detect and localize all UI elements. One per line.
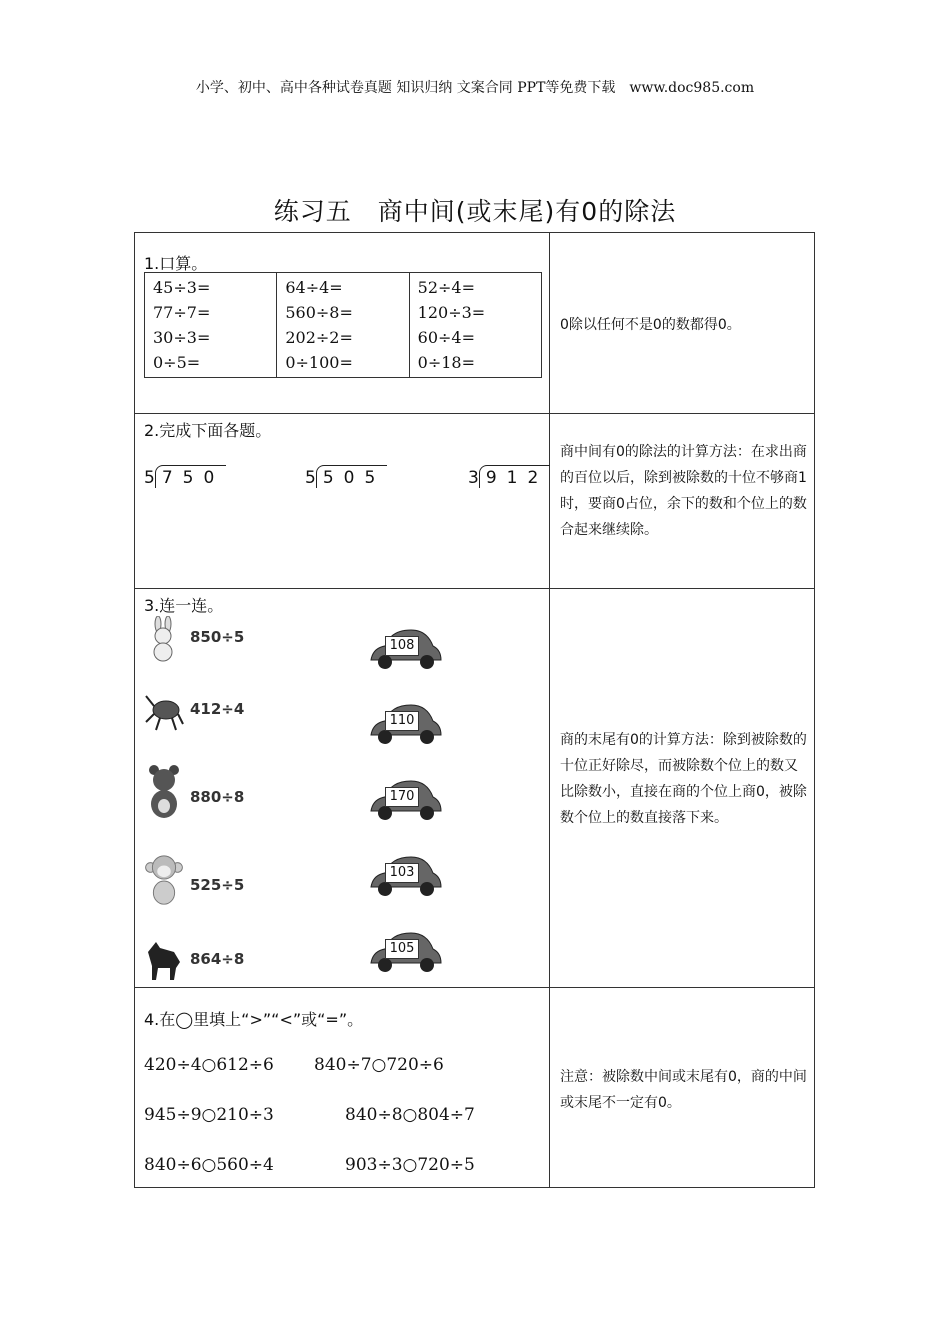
row-divider-2 (134, 588, 815, 589)
dividend: 505 (316, 465, 387, 488)
car-number: 105 (385, 939, 419, 959)
divisor: 5 (305, 468, 316, 488)
compare-item: 840÷6○560÷4 (144, 1155, 274, 1175)
oral-col-2 (277, 273, 409, 378)
car-2 (367, 701, 443, 747)
oral-item: 0÷100= (285, 353, 353, 372)
long-division-2 (305, 465, 387, 488)
page-title: 练习五 商中间(或末尾)有0的除法 (273, 197, 677, 226)
row-divider-1 (134, 413, 815, 414)
q3-tip: 商的末尾有0的计算方法：除到被除数的十位正好除尽，而被除数个位上的数又比除数小，直接在商的个位上商0，被除数个位上的数直接落下来。 (560, 732, 807, 826)
oral-item: 30÷3= (153, 328, 211, 347)
compare-item: 840÷8○804÷7 (345, 1105, 475, 1125)
q1-title: 1.口算。 (144, 254, 208, 273)
car-4 (367, 853, 443, 899)
oral-col-1 (145, 273, 277, 378)
monkey-icon (144, 852, 184, 910)
horse-icon (144, 938, 184, 984)
oral-col-3 (409, 273, 541, 378)
long-division-3 (468, 465, 550, 488)
q4-tip: 注意：被除数中间或末尾有0，商的中间或末尾不一定有0。 (560, 1069, 807, 1111)
expr-label: 412÷4 (190, 700, 245, 718)
oral-item: 0÷5= (153, 353, 201, 372)
q3-title: 3.连一连。 (144, 596, 224, 615)
oral-item: 64÷4= (285, 278, 343, 297)
oral-item: 60÷4= (417, 328, 476, 347)
compare-item: 420÷4○612÷6 (144, 1055, 274, 1075)
dividend: 750 (155, 465, 226, 488)
oral-item: 560÷8= (285, 303, 353, 322)
car-3 (367, 777, 443, 823)
divisor: 3 (468, 468, 479, 488)
car-number: 108 (385, 636, 419, 656)
divisor: 5 (144, 468, 155, 488)
oral-item: 45÷3= (153, 278, 211, 297)
bear-icon (144, 764, 184, 824)
car-number: 103 (385, 863, 419, 883)
oral-item: 120÷3= (417, 303, 486, 322)
car-number: 170 (385, 787, 419, 807)
column-divider (549, 232, 550, 1188)
car-1 (367, 626, 443, 672)
compare-item: 903÷3○720÷5 (345, 1155, 475, 1175)
q1-tip: 0除以任何不是0的数都得0。 (560, 317, 741, 333)
page-header: 小学、初中、高中各种试卷真题 知识归纳 文案合同 PPT等免费下载 www.doc985.com (195, 80, 755, 96)
expr-label: 850÷5 (190, 628, 245, 646)
expr-label: 880÷8 (190, 788, 245, 806)
car-number: 110 (385, 711, 419, 731)
compare-item: 945÷9○210÷3 (144, 1105, 274, 1125)
car-5 (367, 929, 443, 975)
dividend: 912 (479, 465, 550, 488)
long-division-1 (144, 465, 226, 488)
oral-item: 0÷18= (417, 353, 476, 372)
compare-item: 840÷7○720÷6 (314, 1055, 444, 1075)
oral-item: 202÷2= (285, 328, 353, 347)
crab-icon (144, 688, 184, 734)
q2-title: 2.完成下面各题。 (144, 421, 272, 440)
q2-tip: 商中间有0的除法的计算方法：在求出商的百位以后，除到被除数的十位不够商1时，要商0占位，余下的数和个位上的数合起来继续除。 (560, 444, 807, 538)
q4-title: 4.在◯里填上“>”“<”或“=”。 (144, 1010, 364, 1029)
oral-item: 52÷4= (417, 278, 476, 297)
expr-label: 525÷5 (190, 876, 245, 894)
oral-calc-table (144, 272, 542, 378)
rabbit-icon (144, 616, 184, 662)
expr-label: 864÷8 (190, 950, 245, 968)
oral-item: 77÷7= (153, 303, 211, 322)
